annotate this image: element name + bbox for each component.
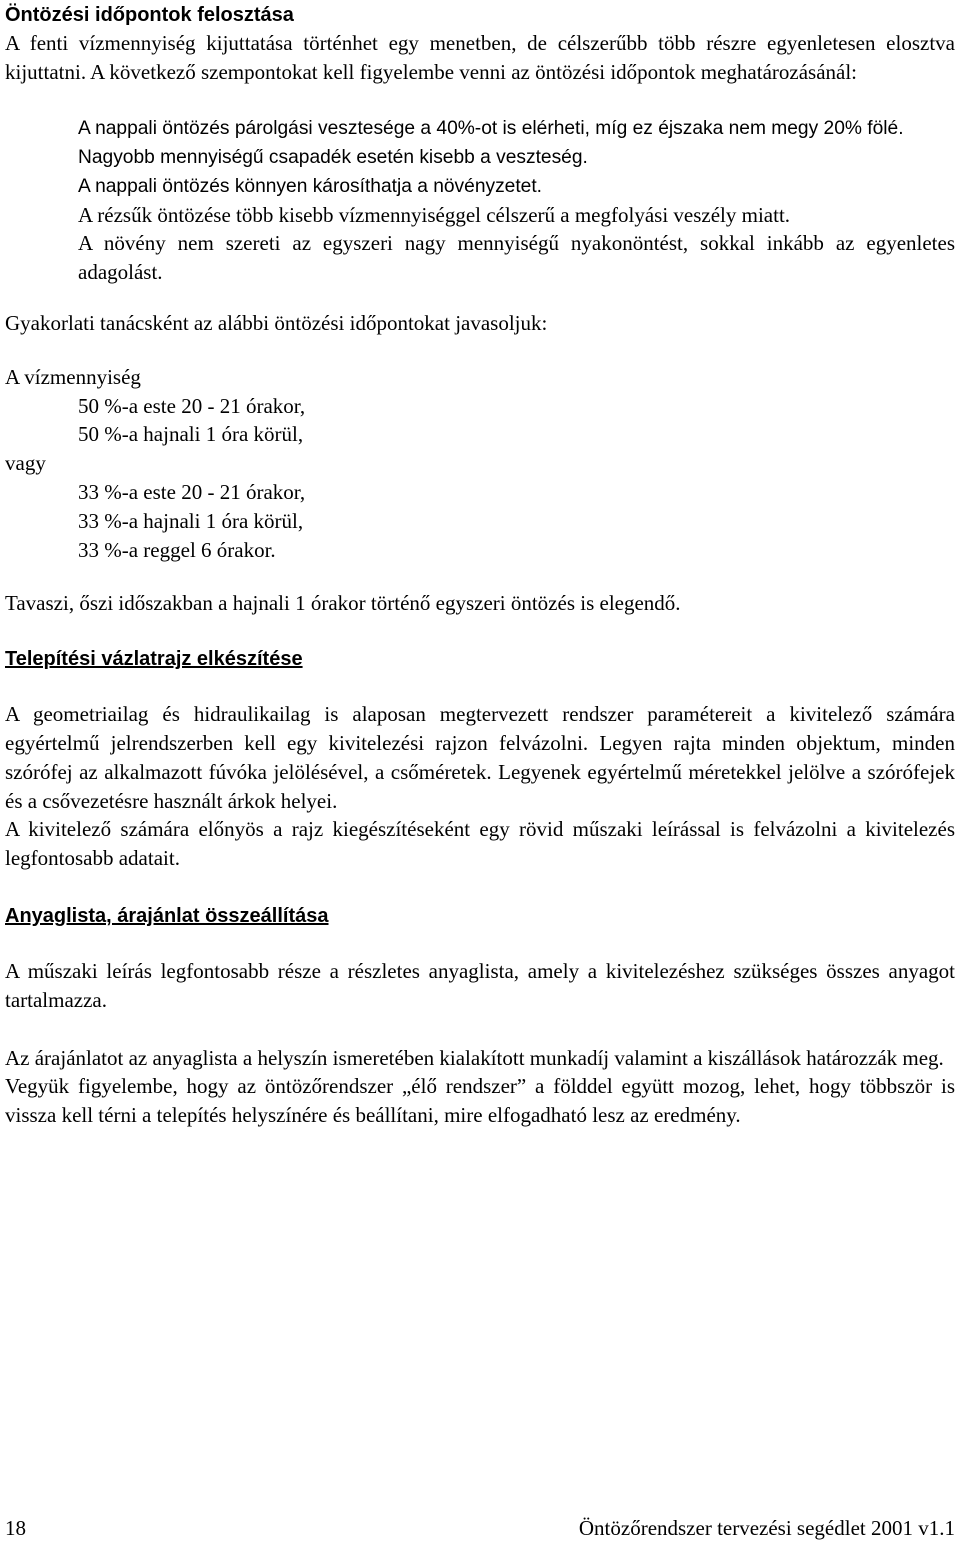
water-amount-label: A vízmennyiség (5, 364, 141, 389)
material-paragraph: A műszaki leírás legfontosabb része a részletes anyaglista, amely a kivitelezéshez szükséges összes anyagot tartalmazza. (5, 958, 955, 1012)
consideration-item: A növény nem szereti az egyszeri nagy mennyiségű nyakonöntést, sokkal inkább az egyenletes adagolást. (78, 231, 955, 285)
footer-doc-title: Öntözőrendszer tervezési segédlet 2001 v1.1 (578, 1516, 955, 1540)
schedule-line: 50 %-a hajnali 1 óra körül, (78, 422, 304, 447)
schedule-line: 33 %-a hajnali 1 óra körül, (78, 508, 304, 533)
schedule-line: 33 %-a reggel 6 órakor. (78, 537, 276, 562)
consideration-item: A rézsűk öntözése több kisebb vízmennyiséggel célszerű a megfolyási veszély miatt. (78, 202, 791, 227)
page-footer (5, 1515, 955, 1541)
intro-paragraph: A fenti vízmennyiség kijuttatása történhet egy menetben, de célszerűbb több részre egyenletesen elosztva kijuttatni. A következő szempontokat kell figyelembe venni az öntözési időpontok meghatározásánál: (5, 31, 955, 84)
section-title-layout-drawing: Telepítési vázlatrajz elkészítése (5, 648, 303, 671)
consideration-item: A nappali öntözés könnyen károsíthatja a növényzetet. (78, 175, 543, 197)
consideration-item: A nappali öntözés párolgási vesztesége a 40%-ot is elérheti, míg ez éjszaka nem megy 20% fölé. (78, 117, 904, 139)
season-note: Tavaszi, őszi időszakban a hajnali 1 órakor történő egyszeri öntözés is elegendő. (5, 591, 681, 616)
document-page (5, 0, 955, 1130)
page-number: 18 (5, 1516, 26, 1540)
section-title-material-list: Anyaglista, árajánlat összeállítása (5, 904, 329, 927)
quote-paragraph: Az árajánlatot az anyaglista a helyszín ismeretében kialakított munkadíj valamint a kiszállások határozzák meg. (5, 1045, 944, 1070)
section-title-irrigation-times: Öntözési időpontok felosztása (5, 4, 294, 26)
advice-intro: Gyakorlati tanácsként az alábbi öntözési időpontokat javasoljuk: (5, 310, 548, 335)
drawing-paragraph-2: A kivitelező számára előnyös a rajz kiegészítéseként egy rövid műszaki leírással is felvázolni a kivitelezés legfontosabb adatait. (5, 817, 955, 871)
considerations-list-continued (5, 201, 955, 287)
considerations-list (5, 114, 955, 201)
or-label: vagy (5, 451, 46, 476)
living-system-paragraph: Vegyük figyelembe, hogy az öntözőrendszer „élő rendszer” a földdel együtt mozog, lehet, hogy többször is vissza kell térni a telepítés helyszínére és beállítani, mire elfogadható lesz az eredmény. (5, 1074, 955, 1128)
consideration-item: Nagyobb mennyiségű csapadék esetén kisebb a veszteség. (78, 146, 588, 168)
schedule-block (5, 363, 955, 565)
schedule-line: 50 %-a este 20 - 21 órakor, (78, 393, 306, 418)
schedule-line: 33 %-a este 20 - 21 órakor, (78, 479, 306, 504)
drawing-paragraph: A geometriailag és hidraulikailag is alaposan megtervezett rendszer paramétereit a kivitelező számára egyértelmű jelrendszerben kell egy kivitelezési rajzon felvázolni. Legyen rajta minden objektum, minden szórófej az alkalmazott fúvóka jelölésével, a csőméretek. Legyenek egyértelmű méretekkel jelölve a szórófejek és a csővezetésre használt árkok helyei. (5, 702, 955, 813)
